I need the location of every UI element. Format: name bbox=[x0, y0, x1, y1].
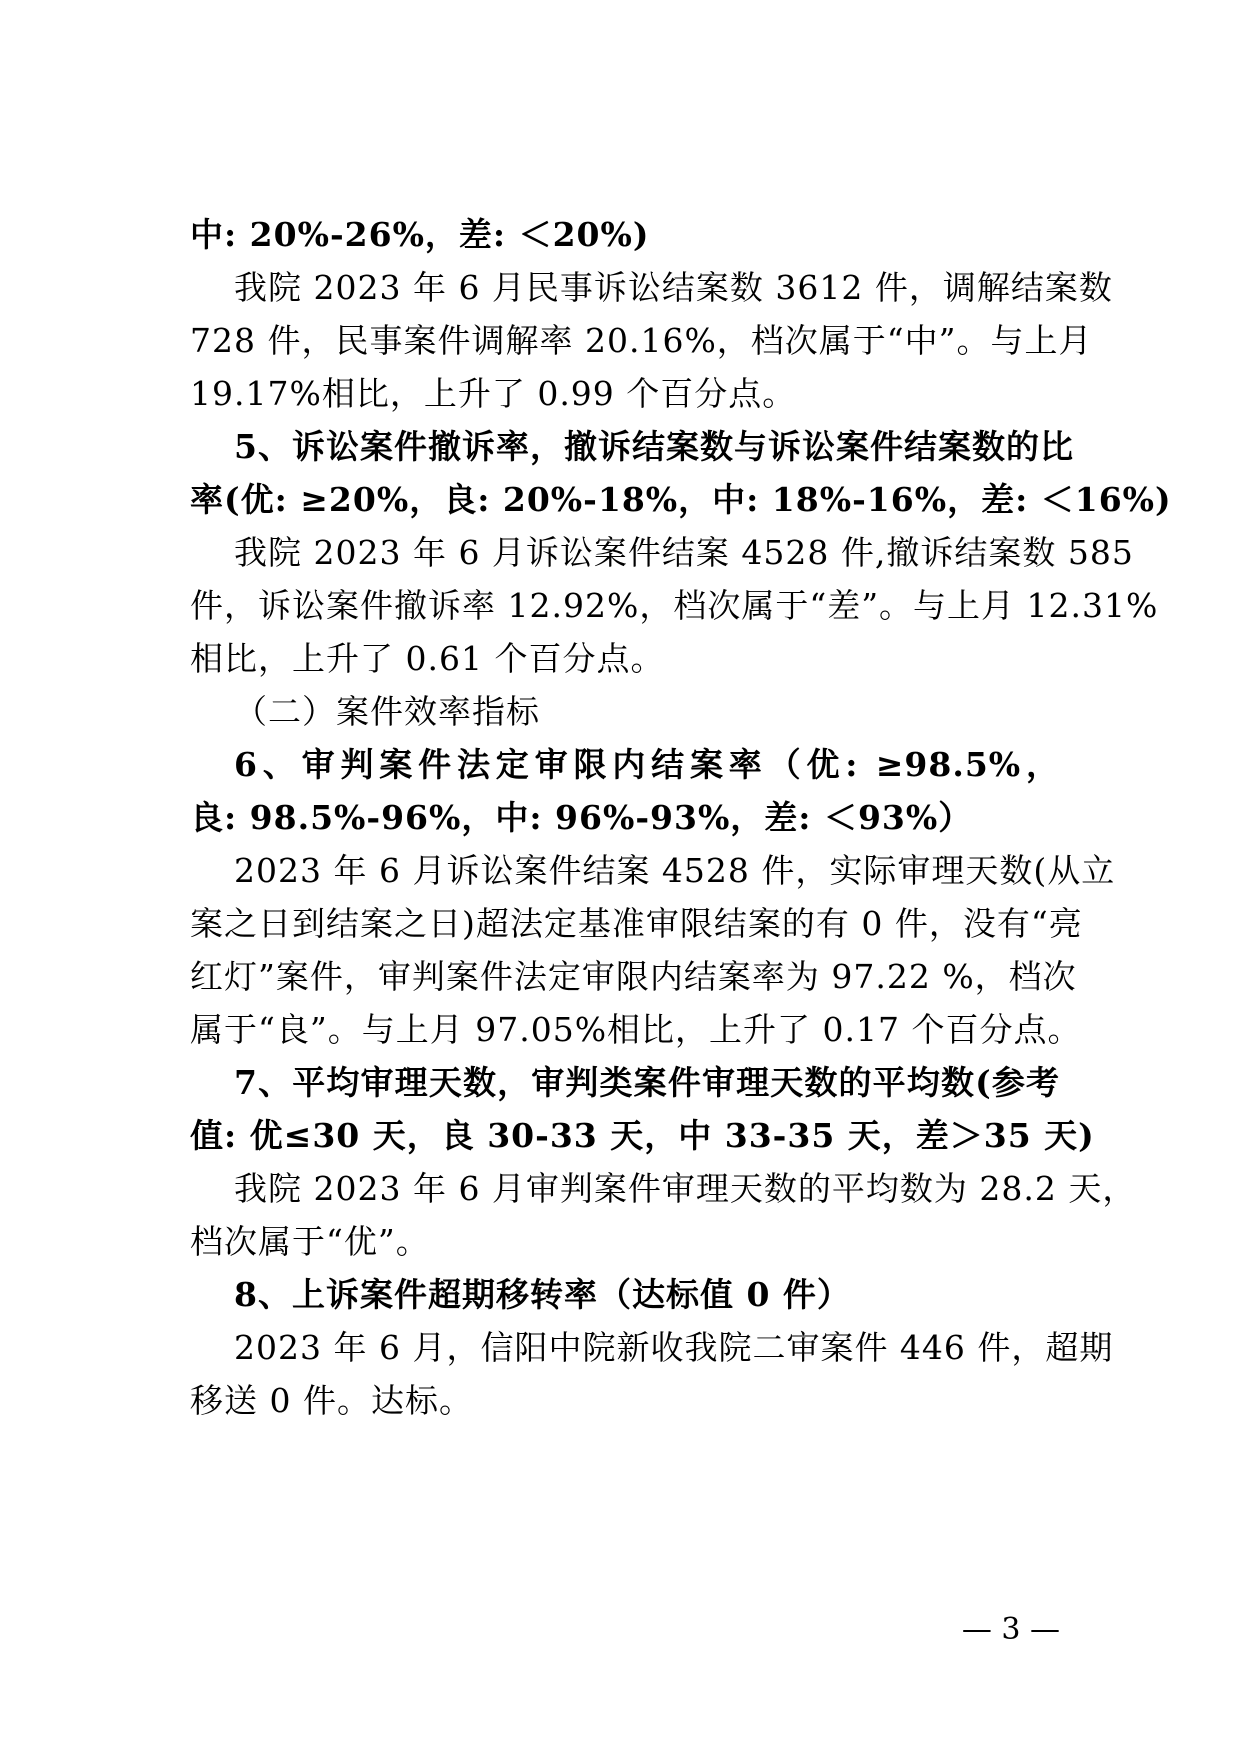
section-heading-7: 7、平均审理天数，审判类案件审理天数的平均数(参考 bbox=[234, 1063, 1060, 1102]
page-number: — 3 — bbox=[961, 1612, 1060, 1647]
section-heading-7-continued: 值: 优≤30 天，良 30-33 天，中 33-35 天，差＞35 天) bbox=[190, 1116, 1095, 1155]
paragraph-line: 我院 2023 年 6 月民事诉讼结案数 3612 件，调解结案数 bbox=[234, 268, 1113, 307]
criteria-continuation: 中: 20%-26%，差: ＜20%) bbox=[190, 215, 650, 254]
section-heading-6-continued: 良: 98.5%-96%，中: 96%-93%，差: ＜93%） bbox=[190, 798, 973, 837]
section-heading-5-continued: 率(优: ≥20%，良: 20%-18%，中: 18%-16%，差: ＜16%) bbox=[190, 480, 1172, 519]
paragraph-line: 红灯”案件，审判案件法定审限内结案率为 97.22 %，档次 bbox=[190, 957, 1077, 996]
paragraph-line: 移送 0 件。达标。 bbox=[190, 1381, 473, 1420]
paragraph-line: 档次属于“优”。 bbox=[190, 1222, 430, 1261]
paragraph-line: 相比，上升了 0.61 个百分点。 bbox=[190, 639, 665, 678]
paragraph-line: 件，诉讼案件撤诉率 12.92%，档次属于“差”。与上月 12.31% bbox=[190, 586, 1159, 625]
paragraph-line: 属于“良”。与上月 97.05%相比，上升了 0.17 个百分点。 bbox=[190, 1010, 1082, 1049]
paragraph-line: 2023 年 6 月，信阳中院新收我院二审案件 446 件，超期 bbox=[234, 1328, 1114, 1367]
paragraph-line: 19.17%相比，上升了 0.99 个百分点。 bbox=[190, 374, 797, 413]
paragraph-line: 728 件，民事案件调解率 20.16%，档次属于“中”。与上月 bbox=[190, 321, 1093, 360]
section-heading-6: 6、审判案件法定审限内结案率（优: ≥98.5%， bbox=[234, 745, 1060, 784]
paragraph-line: 案之日到结案之日)超法定基准审限结案的有 0 件，没有“亮 bbox=[190, 904, 1083, 943]
paragraph-line: 我院 2023 年 6 月审判案件审理天数的平均数为 28.2 天， bbox=[234, 1169, 1137, 1208]
section-heading-5: 5、诉讼案件撤诉率，撤诉结案数与诉讼案件结案数的比 bbox=[234, 427, 1074, 466]
subsection-heading: （二）案件效率指标 bbox=[234, 692, 540, 731]
paragraph-line: 2023 年 6 月诉讼案件结案 4528 件，实际审理天数(从立 bbox=[234, 851, 1116, 890]
paragraph-line: 我院 2023 年 6 月诉讼案件结案 4528 件,撤诉结案数 585 bbox=[234, 533, 1134, 572]
section-heading-8: 8、上诉案件超期移转率（达标值 0 件） bbox=[234, 1275, 851, 1314]
